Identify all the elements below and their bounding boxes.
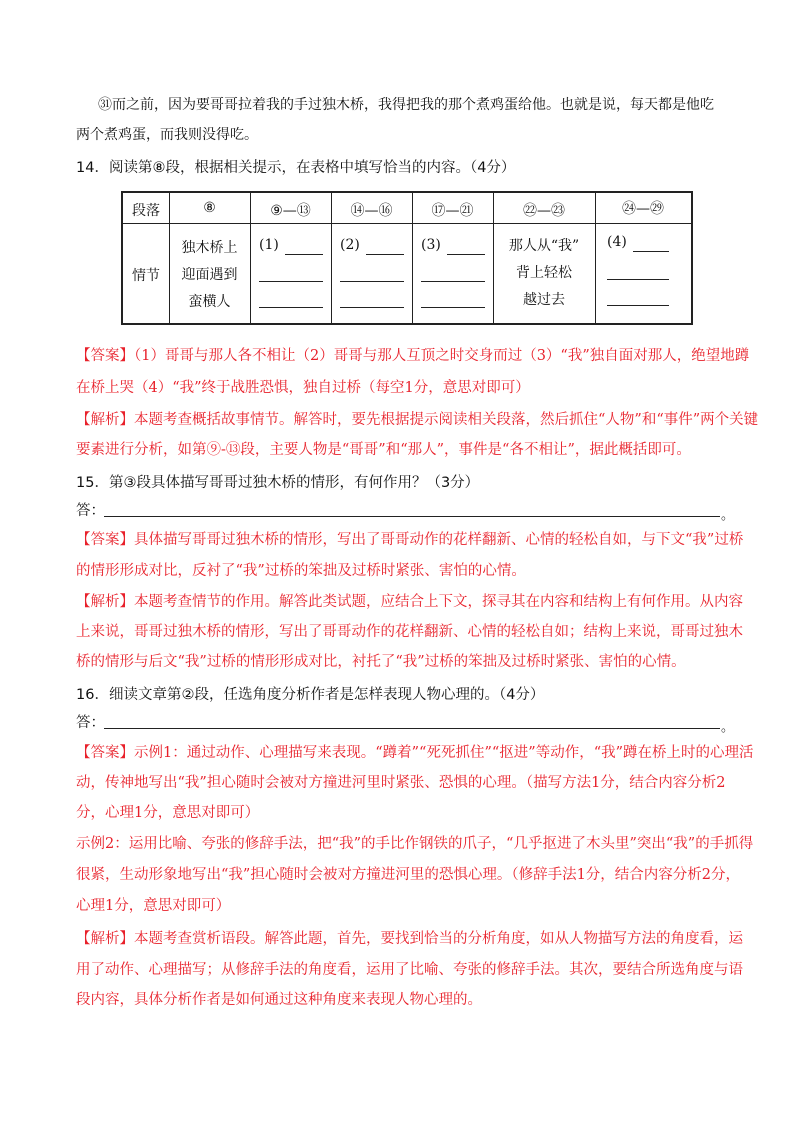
table-divider — [123, 223, 691, 224]
table-col-header: ⑰—㉑ — [431, 203, 474, 219]
answer-blank[interactable] — [340, 281, 404, 282]
blank-label: (3) — [421, 237, 441, 253]
q15-answer-field[interactable] — [104, 516, 720, 517]
answer-blank[interactable] — [633, 251, 669, 252]
table-col-header: ㉒—㉓ — [523, 203, 565, 219]
answer-period: 。 — [721, 508, 735, 523]
q16-answer-line: 动，传神地写出“我”担心随时会被对方撞进河里时紧张、恐惧的心理。（描写方法1分，结合内容分析2 — [76, 775, 726, 791]
blank-label: (2) — [340, 237, 360, 253]
plot-text: 独木桥上 — [181, 240, 238, 256]
plot-text: 越过去 — [523, 292, 565, 308]
q16-analysis-line: 【解析】本题考查赏析语段。解答此题，首先，要找到恰当的分析角度，如从人物描写方法的角度看，运 — [76, 931, 743, 947]
q16-answer-line: 【答案】示例1：通过动作、心理描写来表现。“蹲着”“死死抓住”“抠进”等动作，“我”蹲在桥上时的心理活 — [76, 745, 754, 761]
q16-analysis-line: 用了动作、心理描写；从修辞手法的角度看，运用了比喻、夸张的修辞手法。其次，要结合所选角度与语 — [76, 962, 743, 978]
q16-answer-field[interactable] — [104, 728, 720, 729]
question-14: 14．阅读第⑧段，根据相关提示，在表格中填写恰当的内容。（4分） — [76, 160, 516, 176]
answer-blank[interactable] — [607, 305, 669, 306]
question-15: 15．第③段具体描写哥哥过独木桥的情形，有何作用？（3分） — [76, 475, 480, 491]
answer-blank[interactable] — [285, 254, 323, 255]
blank-label: (4) — [607, 234, 627, 250]
answer-period: 。 — [721, 720, 735, 735]
blank-label: (1) — [259, 237, 279, 253]
intro-line-1: ㉛而之前，因为要哥哥拉着我的手过独木桥，我得把我的那个煮鸡蛋给他。也就是说，每天都是他吃 — [98, 97, 714, 113]
table-header-paragraph: 段落 — [132, 203, 160, 219]
q14-analysis-line: 要素进行分析，如第⑨-⑬段，主要人物是“哥哥”和“那人”，事件是“各不相让”，据此概括即可。 — [76, 442, 691, 458]
answer-blank[interactable] — [421, 307, 485, 308]
q16-answer-line: 很紧，生动形象地写出“我”担心随时会被对方撞进河里的恐惧心理。（修辞手法1分，结合内容分析2分， — [76, 867, 741, 883]
q15-answer-line: 的情形形成对比，反衬了“我”过桥的笨拙及过桥时紧张、害怕的心情。 — [76, 563, 526, 579]
table-col-header: ⑧ — [203, 200, 216, 216]
answer-blank[interactable] — [259, 307, 323, 308]
table-col-header: ⑭—⑯ — [350, 203, 393, 219]
answer-blank[interactable] — [447, 254, 485, 255]
answer-prefix: 答： — [76, 715, 105, 731]
plot-text: 背上轻松 — [516, 265, 572, 281]
q14-analysis-line: 【解析】本题考查概括故事情节。解答时，要先根据提示阅读相关段落，然后抓住“人物”和“事件”两个关键 — [76, 412, 759, 428]
q14-answer-line: 在桥上哭（4）“我”终于战胜恐惧，独自过桥（每空1分，意思对即可） — [76, 380, 530, 396]
question-16: 16．细读文章第②段，任选角度分析作者是怎样表现人物心理的。（4分） — [76, 687, 545, 703]
answer-blank[interactable] — [366, 254, 404, 255]
plot-table — [121, 191, 693, 325]
q14-answer-line: 【答案】（1）哥哥与那人各不相让（2）哥哥与那人互顶之时交身而过（3）“我”独自面对那人，绝望地蹲 — [76, 348, 750, 364]
q15-analysis-line: 上来说，哥哥过独木桥的情形，写出了哥哥动作的花样翻新、心情的轻松自如；结构上来说，哥哥过独木 — [76, 624, 743, 640]
plot-text: 蛮横人 — [188, 294, 231, 310]
q15-answer-line: 【答案】具体描写哥哥过独木桥的情形，写出了哥哥动作的花样翻新、心情的轻松自如，与下文“我”过桥 — [76, 532, 744, 548]
answer-blank[interactable] — [607, 279, 669, 280]
q15-analysis-line: 桥的情形与后文“我”过桥的情形形成对比，衬托了“我”过桥的笨拙及过桥时紧张、害怕的心情。 — [76, 654, 686, 670]
plot-text: 那人从“我” — [508, 238, 580, 254]
intro-line-2: 两个煮鸡蛋，而我则没得吃。 — [76, 127, 258, 143]
table-col-header: ⑨—⑬ — [270, 203, 311, 219]
plot-text: 迎面遇到 — [181, 267, 238, 283]
q16-answer-line: 示例2：运用比喻、夸张的修辞手法，把“我”的手比作钢铁的爪子，“几乎抠进了木头里”突出“我”的手抓得 — [76, 836, 754, 852]
answer-blank[interactable] — [421, 281, 485, 282]
q16-answer-line: 心理1分，意思对即可） — [76, 898, 231, 914]
q16-answer-line: 分，心理1分，意思对即可） — [76, 805, 260, 821]
table-col-header: ㉔—㉙ — [622, 201, 664, 217]
answer-blank[interactable] — [259, 281, 323, 282]
q16-analysis-line: 段内容，具体分析作者是如何通过这种角度来表现人物心理的。 — [76, 992, 482, 1008]
answer-blank[interactable] — [340, 307, 404, 308]
table-header-plot: 情节 — [132, 268, 160, 284]
answer-prefix: 答： — [76, 503, 105, 519]
q15-analysis-line: 【解析】本题考查情节的作用。解答此类试题，应结合上下文，探寻其在内容和结构上有何作用。从内容 — [76, 594, 743, 610]
